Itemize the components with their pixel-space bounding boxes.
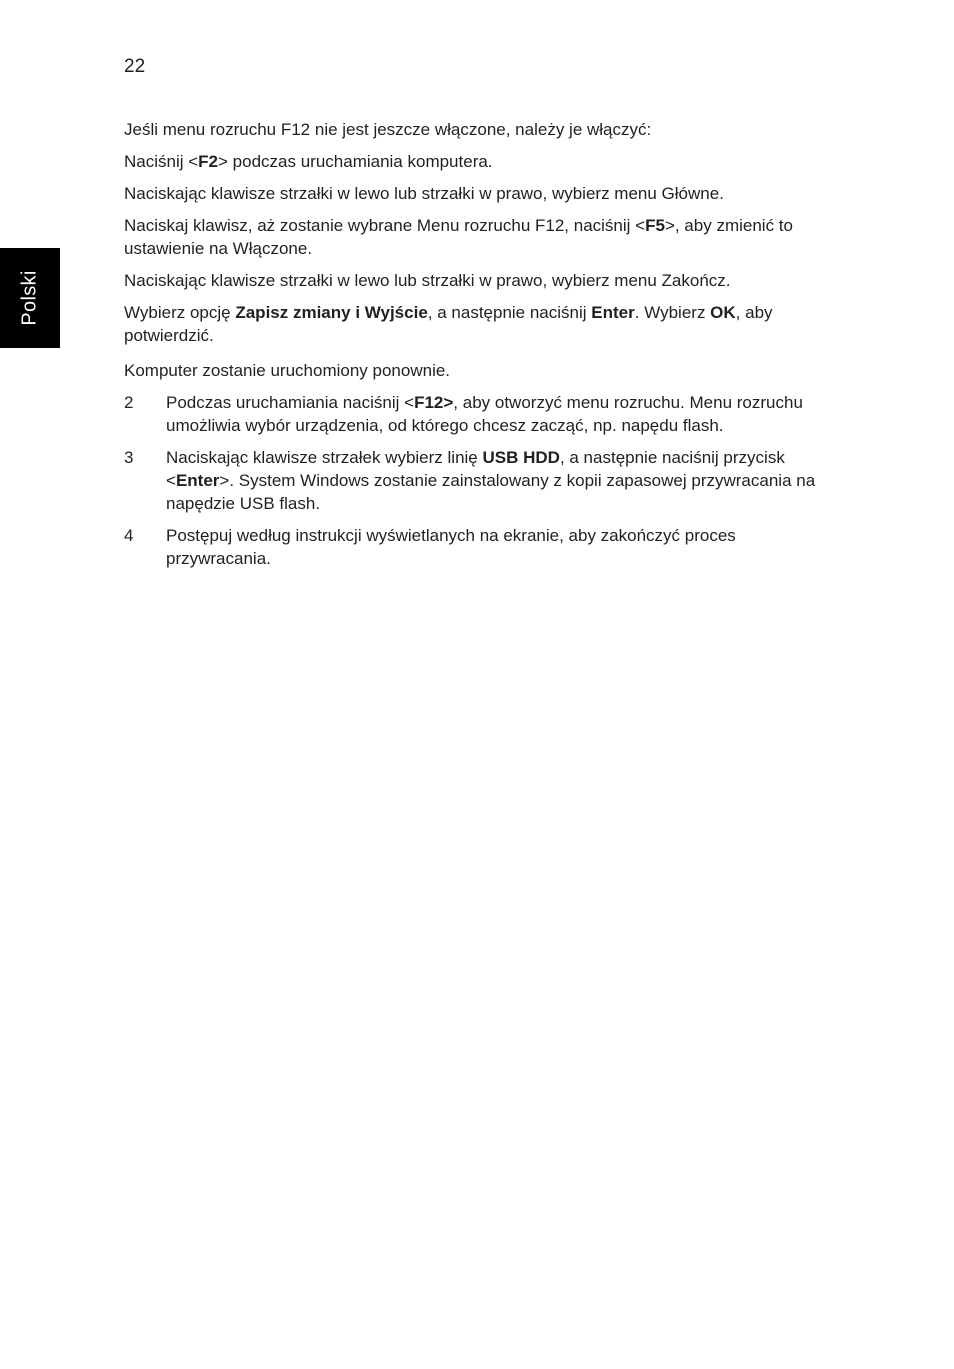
text-run: , aby potwierdzić. (124, 303, 773, 345)
text-run: >, aby zmienić to ustawienie na Włączone. (124, 216, 793, 258)
text-run: Postępuj według instrukcji wyświetlanych na ekranie, aby zakończyć proces przywracania. (166, 526, 736, 568)
text-run: Podczas uruchamiania naciśnij < (166, 393, 415, 412)
numbered-steps-list (124, 391, 824, 570)
text-run: Jeśli menu rozruchu F12 nie jest jeszcze włączone, należy je włączyć: (124, 120, 652, 139)
document-body (124, 118, 824, 579)
text-run: > podczas uruchamiania komputera. (218, 152, 493, 171)
instruction-paragraph (124, 214, 824, 260)
instruction-paragraph (124, 182, 824, 205)
step-item (124, 446, 824, 515)
step-number: 4 (124, 526, 134, 545)
instruction-paragraph (124, 269, 824, 292)
step-item (124, 524, 824, 570)
bold-text-run: OK (710, 303, 736, 322)
bold-text-run: USB HDD (482, 448, 560, 467)
text-run: Naciskając klawisze strzałek wybierz linię (166, 448, 483, 467)
step-text (166, 524, 824, 570)
step-text (166, 446, 824, 515)
language-side-tab (0, 248, 60, 348)
step-text (166, 391, 824, 437)
text-run: Naciskając klawisze strzałki w lewo lub strzałki w prawo, wybierz menu Zakończ. (124, 271, 731, 290)
text-run: Naciskaj klawisz, aż zostanie wybrane Menu rozruchu F12, naciśnij < (124, 216, 646, 235)
text-run: , aby otworzyć menu rozruchu. Menu rozruchu umożliwia wybór urządzenia, od którego chcesz zacząć, np. napędu flash. (166, 393, 803, 435)
bold-text-run: F5 (645, 216, 665, 235)
bold-text-run: Zapisz zmiany i Wyjście (235, 303, 428, 322)
text-run: , a następnie naciśnij (427, 303, 592, 322)
text-run: , a następnie naciśnij przycisk < (166, 448, 785, 490)
bold-text-run: Enter (175, 471, 220, 490)
instruction-paragraph (124, 301, 824, 347)
step-number: 2 (124, 393, 134, 412)
text-run: Naciskając klawisze strzałki w lewo lub strzałki w prawo, wybierz menu Główne. (124, 184, 724, 203)
step-number: 3 (124, 448, 134, 467)
instruction-paragraph (124, 118, 824, 141)
text-run: Wybierz opcję (124, 303, 236, 322)
bold-text-run: F2 (198, 152, 219, 171)
text-run: >. System Windows zostanie zainstalowany z kopii zapasowej przywracania na napędzie USB flash. (166, 471, 816, 513)
instruction-paragraph (124, 359, 824, 382)
text-run: . Wybierz (634, 303, 711, 322)
language-tab-label: Polski (18, 270, 41, 326)
page-number: 22 (124, 56, 146, 77)
step-item (124, 391, 824, 437)
instruction-paragraph (124, 150, 824, 173)
text-run: Komputer zostanie uruchomiony ponownie. (124, 361, 451, 380)
bold-text-run: Enter (591, 303, 635, 322)
instruction-paragraphs (124, 118, 824, 382)
bold-text-run: F12> (414, 393, 454, 412)
text-run: Naciśnij < (124, 152, 199, 171)
